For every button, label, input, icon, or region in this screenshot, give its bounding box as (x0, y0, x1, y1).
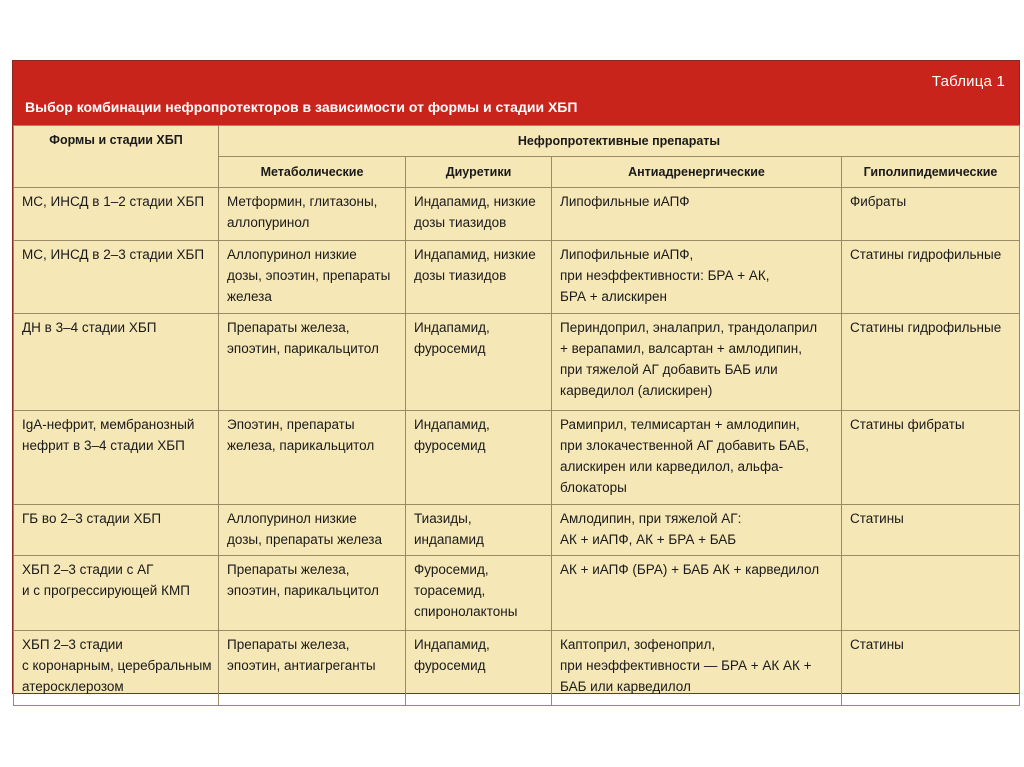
cell-line: и с прогрессирующей КМП (22, 583, 190, 598)
table-row (14, 556, 1020, 631)
cell-metabolic (219, 241, 406, 314)
cell-diuretics (406, 505, 552, 556)
cell-line: Статины (850, 511, 904, 526)
cell-line: + верапамил, валсартан + амлодипин, (560, 341, 802, 356)
table-title: Выбор комбинации нефропротекторов в зависимости от формы и стадии ХБП (25, 99, 578, 115)
cell-line: фуросемид (414, 438, 486, 453)
table-row (14, 241, 1020, 314)
cell-line: дозы тиазидов (414, 268, 507, 283)
cell-line: железа, парикальцитол (227, 438, 375, 453)
cell-metabolic (219, 505, 406, 556)
cell-line: IgA-нефрит, мембранозный (22, 417, 195, 432)
cell-line: МС, ИНСД в 2–3 стадии ХБП (22, 247, 205, 262)
cell-line: дозы, препараты железа (227, 532, 383, 547)
cell-line: железа (227, 289, 272, 304)
cell-line: Фибраты (850, 194, 907, 209)
cell-line: Статины (850, 637, 904, 652)
cell-form (14, 188, 219, 241)
cell-form (14, 631, 219, 706)
cell-line: дозы, эпоэтин, препараты (227, 268, 391, 283)
cell-antiadrenergic (552, 556, 842, 631)
cell-line: Препараты железа, (227, 562, 350, 577)
cell-form (14, 314, 219, 411)
cell-line: Липофильные иАПФ (560, 194, 690, 209)
cell-line: Препараты железа, (227, 320, 350, 335)
cell-line: Метформин, глитазоны, (227, 194, 378, 209)
cell-line: Статины гидрофильные (850, 247, 1002, 262)
cell-line: Эпоэтин, препараты (227, 417, 355, 432)
table-number: Таблица 1 (931, 73, 1005, 90)
cell-antiadrenergic (552, 188, 842, 241)
cell-form (14, 505, 219, 556)
cell-line: МС, ИНСД в 1–2 стадии ХБП (22, 194, 205, 209)
cell-lipid (842, 188, 1020, 241)
header-group: Нефропротективные препараты (219, 126, 1020, 157)
cell-antiadrenergic (552, 314, 842, 411)
cell-line: АК + иАПФ (БРА) + БАБ АК + карведилол (560, 562, 820, 577)
cell-line: спиронолактоны (414, 604, 518, 619)
cell-line: ХБП 2–3 стадии (22, 637, 123, 652)
header-forms: Формы и стадии ХБП (14, 126, 219, 188)
cell-line: индапамид (414, 532, 484, 547)
table-row (14, 631, 1020, 706)
cell-diuretics (406, 411, 552, 505)
cell-line: АК + иАПФ, АК + БРА + БАБ (560, 532, 737, 547)
cell-line: при злокачественной АГ добавить БАБ, (560, 438, 810, 453)
cell-diuretics (406, 556, 552, 631)
cell-line: дозы тиазидов (414, 215, 507, 230)
cell-antiadrenergic (552, 411, 842, 505)
cell-line: ХБП 2–3 стадии с АГ (22, 562, 154, 577)
cell-metabolic (219, 314, 406, 411)
cell-line: Индапамид, низкие (414, 194, 536, 209)
cell-line: Статины гидрофильные (850, 320, 1002, 335)
cell-line: при неэффективности — БРА + АК АК + (560, 658, 812, 673)
cell-line: Аллопуринол низкие (227, 511, 357, 526)
cell-line: фуросемид (414, 341, 486, 356)
cell-metabolic (219, 631, 406, 706)
table-row (14, 411, 1020, 505)
cell-line: атеросклерозом (22, 679, 124, 694)
cell-metabolic (219, 411, 406, 505)
cell-line: торасемид, (414, 583, 486, 598)
table-row (14, 314, 1020, 411)
header-metabolic: Метаболические (219, 157, 406, 188)
cell-form (14, 556, 219, 631)
cell-line: алискирен или карведилол, альфа- (560, 459, 784, 474)
header-lipid: Гиполипидемические (842, 157, 1020, 188)
cell-line: Аллопуринол низкие (227, 247, 357, 262)
cell-line: Липофильные иАПФ, (560, 247, 694, 262)
cell-line: Статины фибраты (850, 417, 965, 432)
table-row (14, 188, 1020, 241)
cell-antiadrenergic (552, 631, 842, 706)
header-diuretics: Диуретики (406, 157, 552, 188)
cell-form (14, 241, 219, 314)
cell-line: аллопуринол (227, 215, 310, 230)
cell-lipid (842, 556, 1020, 631)
table-banner (13, 61, 1019, 125)
table-frame (12, 60, 1020, 694)
cell-line: карведилол (алискирен) (560, 383, 713, 398)
cell-line: блокаторы (560, 480, 627, 495)
cell-lipid (842, 631, 1020, 706)
cell-line: БАБ или карведилол (560, 679, 691, 694)
cell-form (14, 411, 219, 505)
cell-line: эпоэтин, парикальцитол (227, 341, 379, 356)
cell-line: Индапамид, (414, 417, 490, 432)
cell-line: Каптоприл, зофеноприл, (560, 637, 716, 652)
cell-line: эпоэтин, антиагреганты (227, 658, 376, 673)
cell-lipid (842, 241, 1020, 314)
cell-line: ГБ во 2–3 стадии ХБП (22, 511, 162, 526)
cell-diuretics (406, 314, 552, 411)
cell-line: Препараты железа, (227, 637, 350, 652)
cell-lipid (842, 411, 1020, 505)
table-body (14, 188, 1020, 706)
cell-line: Фуросемид, (414, 562, 489, 577)
cell-line: Амлодипин, при тяжелой АГ: (560, 511, 742, 526)
cell-line: при тяжелой АГ добавить БАБ или (560, 362, 778, 377)
cell-diuretics (406, 188, 552, 241)
cell-antiadrenergic (552, 505, 842, 556)
cell-line: Индапамид, (414, 320, 490, 335)
cell-antiadrenergic (552, 241, 842, 314)
cell-metabolic (219, 556, 406, 631)
nephroprotector-table (13, 125, 1020, 706)
cell-line: Тиазиды, (414, 511, 472, 526)
cell-line: нефрит в 3–4 стадии ХБП (22, 438, 185, 453)
cell-line: Рамиприл, телмисартан + амлодипин, (560, 417, 800, 432)
cell-lipid (842, 314, 1020, 411)
cell-line: БРА + алискирен (560, 289, 667, 304)
header-antiadrenergic: Антиадренергические (552, 157, 842, 188)
cell-metabolic (219, 188, 406, 241)
cell-line: фуросемид (414, 658, 486, 673)
cell-lipid (842, 505, 1020, 556)
table-row (14, 505, 1020, 556)
cell-diuretics (406, 631, 552, 706)
cell-line: Периндоприл, эналаприл, трандолаприл (560, 320, 818, 335)
cell-line: Индапамид, низкие (414, 247, 536, 262)
cell-diuretics (406, 241, 552, 314)
cell-line: ДН в 3–4 стадии ХБП (22, 320, 157, 335)
cell-line: с коронарным, церебральным (22, 658, 212, 673)
cell-line: эпоэтин, парикальцитол (227, 583, 379, 598)
cell-line: при неэффективности: БРА + АК, (560, 268, 770, 283)
cell-line: Индапамид, (414, 637, 490, 652)
